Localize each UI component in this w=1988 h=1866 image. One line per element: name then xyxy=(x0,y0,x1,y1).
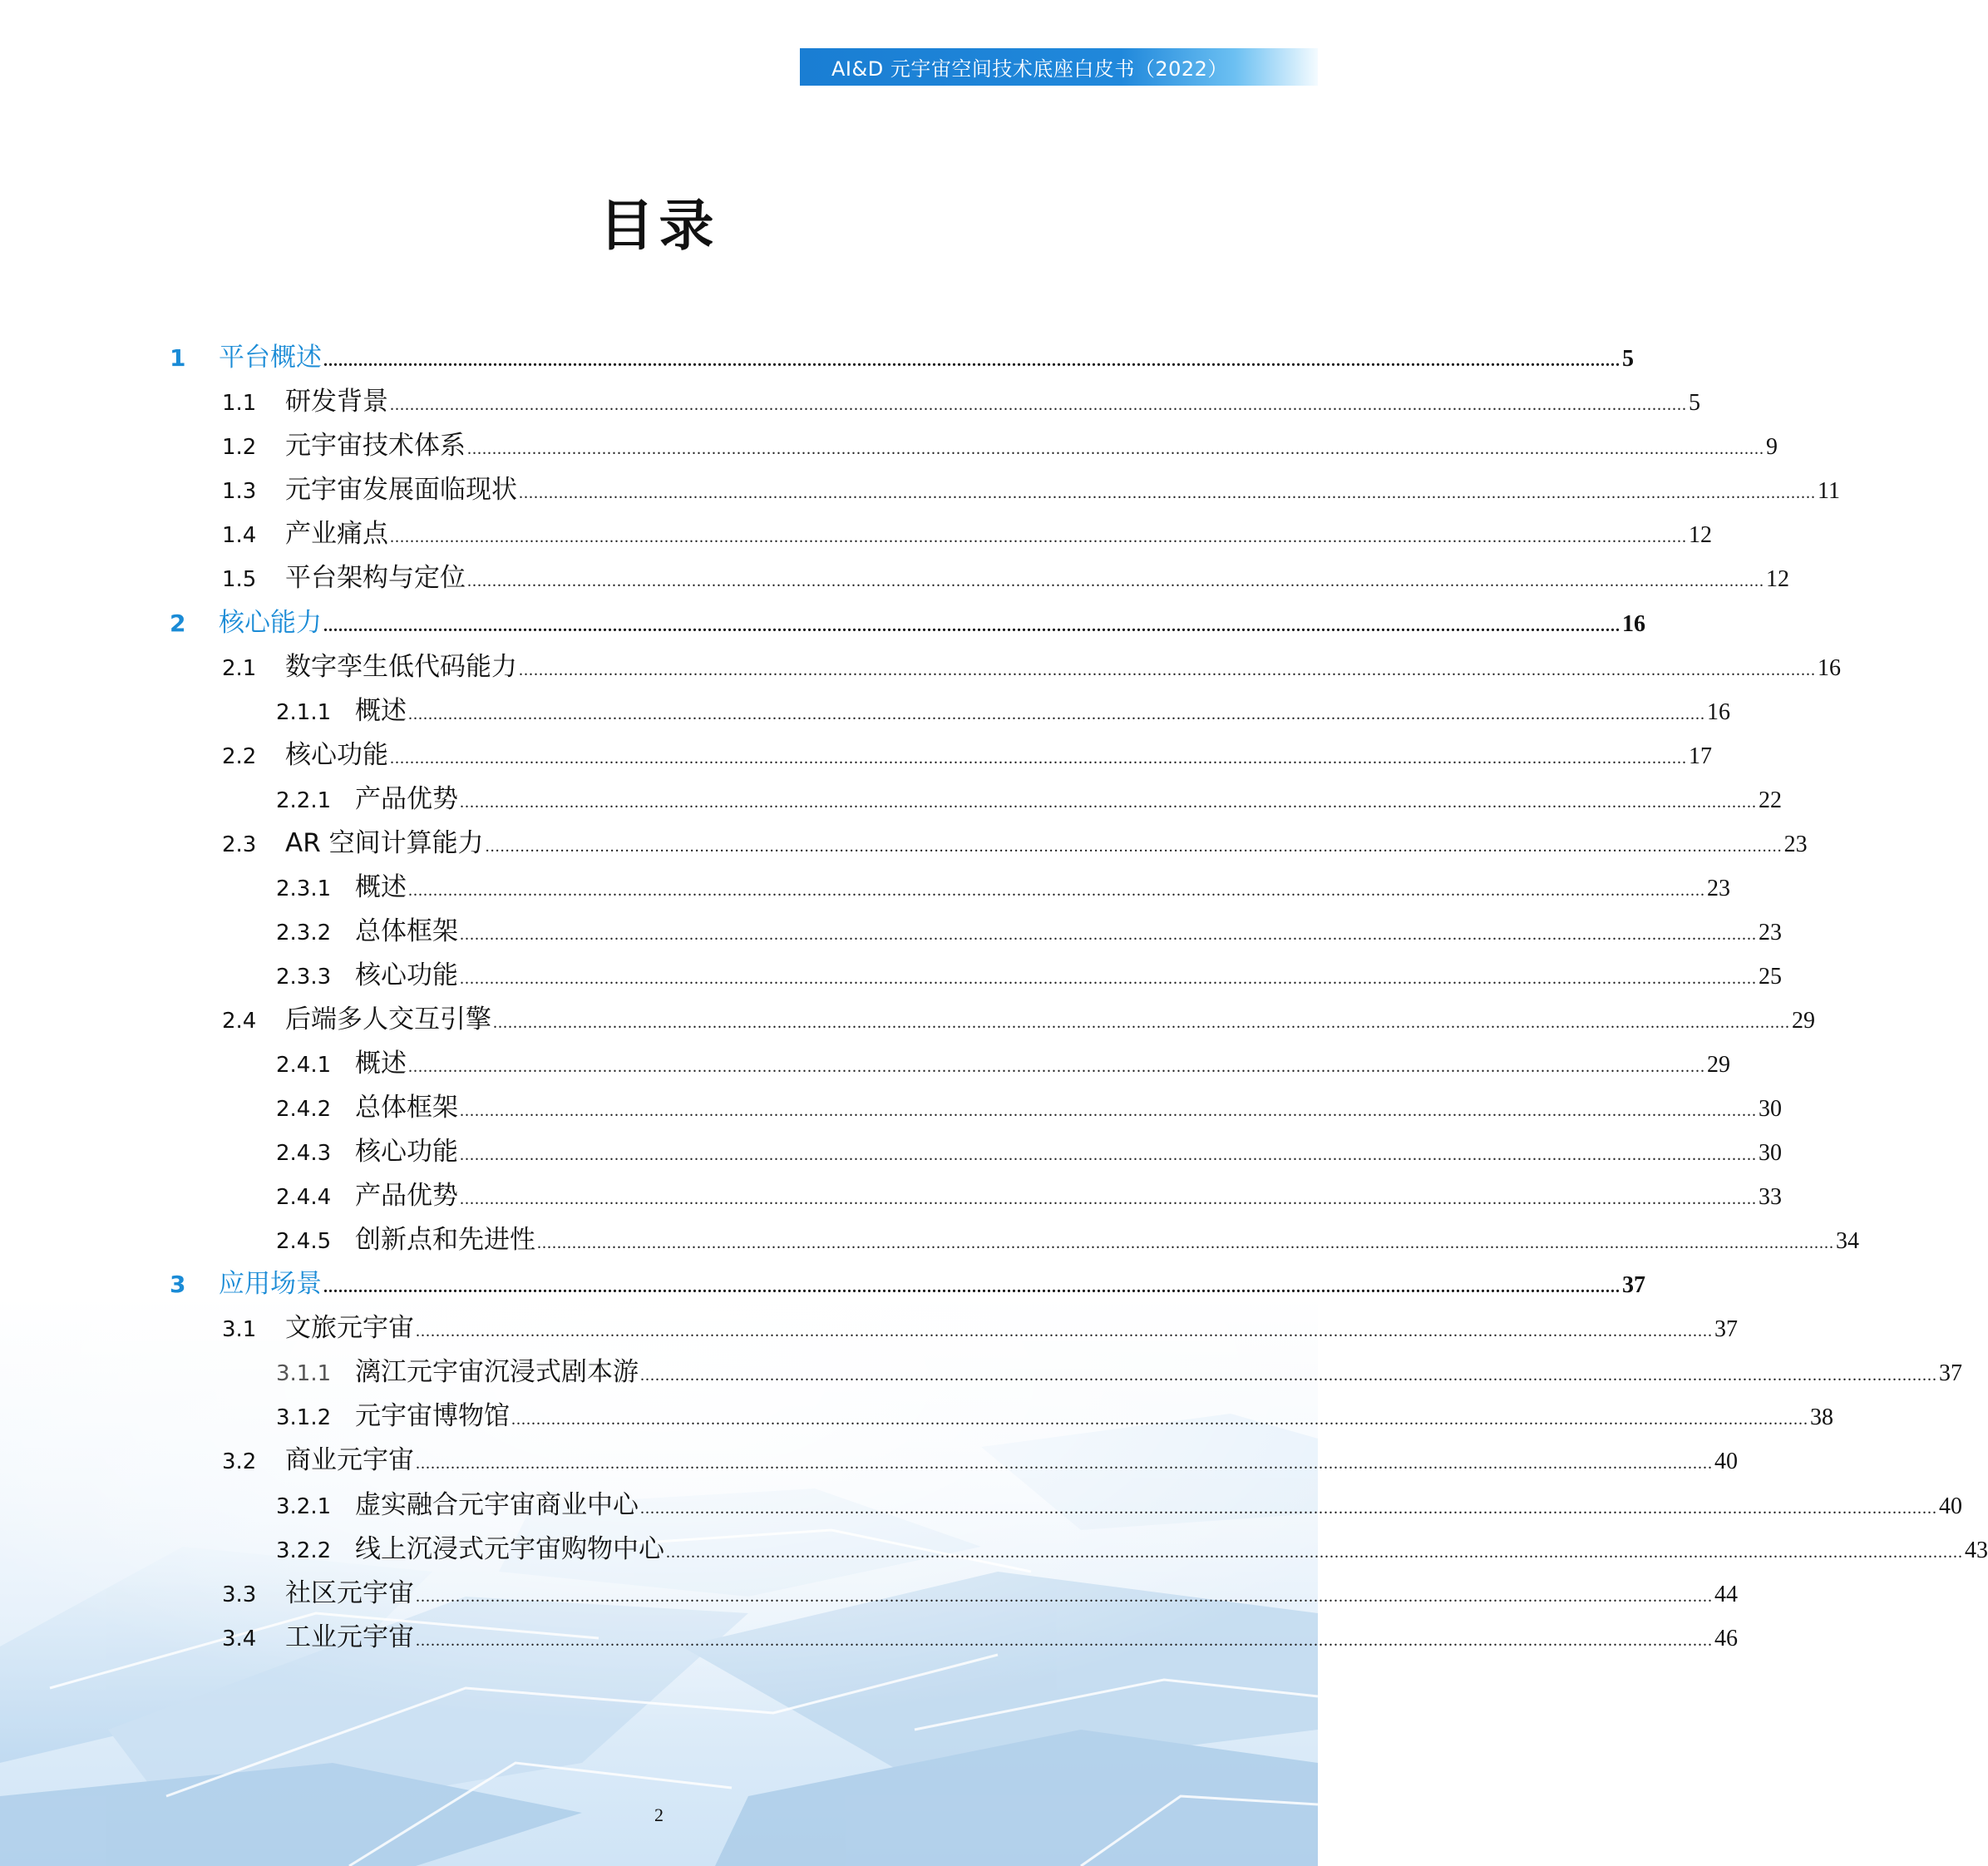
toc-number: 3.4 xyxy=(222,1627,257,1651)
toc-number: 3.2 xyxy=(222,1449,257,1474)
toc-entry-1-3[interactable] xyxy=(166,468,1840,505)
toc-number: 2.4.5 xyxy=(276,1229,332,1254)
toc-title: 核心功能 xyxy=(355,960,458,990)
toc-title: 产业痛点 xyxy=(285,519,388,549)
toc-page-number: 33 xyxy=(1759,1184,1782,1210)
toc-page-number: 25 xyxy=(1759,964,1782,990)
toc-number: 2.4.2 xyxy=(276,1097,332,1122)
toc-dot-leader: .................................................................................................................................................................................................................................................................... xyxy=(416,1454,1713,1473)
toc-dot-leader: .................................................................................................................................................................................................................................................................... xyxy=(460,926,1757,944)
toc-page-number: 30 xyxy=(1759,1096,1782,1122)
toc-number: 2.3.3 xyxy=(276,965,332,990)
toc-dot-leader: .................................................................................................................................................................................................................................................................... xyxy=(485,837,1783,856)
header-banner xyxy=(800,48,1318,86)
toc-entry-2-2[interactable] xyxy=(166,733,1712,770)
toc-entry-1-5[interactable] xyxy=(166,556,1789,593)
toc-page-number: 23 xyxy=(1707,876,1730,901)
toc-dot-leader: .................................................................................................................................................................................................................................................................... xyxy=(323,1278,1620,1296)
toc-entry-1[interactable] xyxy=(166,336,1634,373)
toc-entry-1-2[interactable] xyxy=(166,424,1778,461)
header-title: AI&D 元宇宙空间技术底座白皮书（2022） xyxy=(831,57,1228,81)
toc-title: 工业元宇宙 xyxy=(285,1622,414,1652)
toc-number: 1 xyxy=(170,344,186,372)
toc-page-number: 5 xyxy=(1622,346,1634,372)
toc-number: 2.4.3 xyxy=(276,1141,332,1166)
toc-page-number: 23 xyxy=(1759,920,1782,945)
toc-entry-2-3-3[interactable] xyxy=(166,954,1782,990)
toc-title: 社区元宇宙 xyxy=(285,1578,414,1608)
toc-dot-leader: .................................................................................................................................................................................................................................................................... xyxy=(460,1190,1757,1208)
toc-number: 3 xyxy=(170,1271,186,1298)
toc-number: 2.3.1 xyxy=(276,876,332,901)
toc-dot-leader: .................................................................................................................................................................................................................................................................... xyxy=(537,1234,1834,1252)
toc-page-number: 23 xyxy=(1783,832,1808,857)
toc-page-number: 30 xyxy=(1759,1140,1782,1166)
toc-dot-leader: .................................................................................................................................................................................................................................................................... xyxy=(519,484,1816,502)
toc-entry-3-1-2[interactable] xyxy=(166,1395,1833,1431)
toc-title: 线上沉浸式元宇宙购物中心 xyxy=(355,1534,664,1564)
toc-entry-2-1[interactable] xyxy=(166,645,1841,682)
toc-dot-leader: .................................................................................................................................................................................................................................................................... xyxy=(408,705,1705,723)
page-title: 目录 xyxy=(599,194,719,258)
toc-dot-leader: .................................................................................................................................................................................................................................................................... xyxy=(416,1322,1713,1340)
toc-page-number: 37 xyxy=(1622,1272,1645,1298)
toc-dot-leader: .................................................................................................................................................................................................................................................................... xyxy=(390,396,1687,414)
toc-title: 平台架构与定位 xyxy=(285,563,466,593)
toc-number: 2.1.1 xyxy=(276,700,332,725)
toc-page-number: 29 xyxy=(1707,1052,1730,1078)
toc-title: 核心能力 xyxy=(219,608,322,638)
toc-number: 2.3.2 xyxy=(276,921,332,945)
toc-entry-2-4-3[interactable] xyxy=(166,1130,1782,1167)
toc-dot-leader: .................................................................................................................................................................................................................................................................... xyxy=(460,970,1757,988)
toc-dot-leader: .................................................................................................................................................................................................................................................................... xyxy=(323,352,1620,370)
toc-entry-3-3[interactable] xyxy=(166,1572,1738,1608)
toc-dot-leader: .................................................................................................................................................................................................................................................................... xyxy=(467,572,1764,590)
toc-page-number: 40 xyxy=(1714,1449,1738,1474)
toc-page-number: 16 xyxy=(1707,699,1730,725)
toc-number: 3.3 xyxy=(222,1582,257,1607)
toc-page-number: 22 xyxy=(1759,787,1782,813)
toc-number: 1.1 xyxy=(222,391,257,416)
toc-title: 应用场景 xyxy=(219,1269,322,1299)
toc-page-number: 11 xyxy=(1818,478,1840,504)
toc-page-number: 46 xyxy=(1714,1626,1738,1651)
toc-dot-leader: .................................................................................................................................................................................................................................................................... xyxy=(666,1543,1963,1562)
toc-entry-2-3[interactable] xyxy=(166,822,1808,858)
toc-title: 后端多人交互引擎 xyxy=(285,1005,491,1034)
toc-title: 元宇宙博物馆 xyxy=(355,1401,510,1431)
toc-title: 元宇宙发展面临现状 xyxy=(285,475,517,505)
toc-number: 1.3 xyxy=(222,479,257,504)
toc-title: 产品优势 xyxy=(355,1181,458,1211)
toc-entry-2-3-1[interactable] xyxy=(166,866,1730,902)
toc-entry-3-2-1[interactable] xyxy=(166,1483,1962,1520)
toc-entry-1-4[interactable] xyxy=(166,512,1712,549)
toc-entry-2-4[interactable] xyxy=(166,998,1815,1034)
toc-title: 概述 xyxy=(355,1049,407,1079)
toc-entry-3-2-2[interactable] xyxy=(166,1528,1988,1564)
toc-dot-leader: .................................................................................................................................................................................................................................................................... xyxy=(640,1499,1937,1518)
toc-dot-leader: .................................................................................................................................................................................................................................................................... xyxy=(416,1587,1713,1606)
toc-dot-leader: .................................................................................................................................................................................................................................................................... xyxy=(416,1632,1713,1650)
toc-page-number: 17 xyxy=(1689,743,1712,769)
toc-entry-2-4-2[interactable] xyxy=(166,1086,1782,1123)
toc-entry-2[interactable] xyxy=(166,601,1645,638)
toc-entry-2-4-1[interactable] xyxy=(166,1042,1730,1079)
toc-page-number: 40 xyxy=(1939,1493,1962,1519)
toc-number: 3.2.1 xyxy=(276,1494,332,1519)
toc-title: 平台概述 xyxy=(219,343,322,373)
toc-number: 1.2 xyxy=(222,435,257,460)
toc-page-number: 34 xyxy=(1836,1228,1859,1254)
toc-page-number: 37 xyxy=(1939,1360,1962,1386)
toc-dot-leader: .................................................................................................................................................................................................................................................................... xyxy=(511,1410,1808,1429)
toc-entry-2-1-1[interactable] xyxy=(166,689,1730,726)
toc-page-number: 12 xyxy=(1766,566,1789,592)
toc-title: 创新点和先进性 xyxy=(355,1225,535,1255)
page-number: 2 xyxy=(654,1804,663,1825)
toc-number: 3.1.2 xyxy=(276,1405,332,1430)
toc-title: 产品优势 xyxy=(355,784,458,814)
toc-entry-1-1[interactable] xyxy=(166,380,1700,417)
toc-number: 2.1 xyxy=(222,656,257,681)
toc-title: 商业元宇宙 xyxy=(285,1445,414,1475)
toc-title: 概述 xyxy=(355,872,407,902)
toc-number: 2.2.1 xyxy=(276,788,332,813)
toc-page-number: 43 xyxy=(1965,1538,1988,1563)
toc-page-number: 12 xyxy=(1689,522,1712,548)
toc-entry-3-1-1[interactable] xyxy=(166,1350,1962,1387)
toc-number: 2.3 xyxy=(222,832,257,857)
toc-page-number: 16 xyxy=(1622,611,1645,637)
toc-page-number: 5 xyxy=(1689,390,1700,416)
toc-title: 核心功能 xyxy=(355,1137,458,1167)
toc-title: 总体框架 xyxy=(355,916,458,946)
toc-entry-2-4-4[interactable] xyxy=(166,1174,1782,1211)
toc-entry-2-4-5[interactable] xyxy=(166,1218,1859,1255)
toc-title: 漓江元宇宙沉浸式剧本游 xyxy=(355,1357,639,1387)
toc-number: 2.4 xyxy=(222,1009,257,1034)
toc-title: 虚实融合元宇宙商业中心 xyxy=(355,1490,639,1520)
toc-title: 核心功能 xyxy=(285,740,388,770)
toc-entry-3-1[interactable] xyxy=(166,1306,1738,1343)
toc-number: 2 xyxy=(170,610,186,637)
toc-dot-leader: .................................................................................................................................................................................................................................................................... xyxy=(467,440,1764,458)
toc-number: 3.2.2 xyxy=(276,1538,332,1563)
toc-entry-3[interactable] xyxy=(166,1262,1645,1299)
toc-dot-leader: .................................................................................................................................................................................................................................................................... xyxy=(408,1058,1705,1076)
toc-dot-leader: .................................................................................................................................................................................................................................................................... xyxy=(519,661,1816,679)
toc-entry-2-3-2[interactable] xyxy=(166,910,1782,946)
toc-number: 2.4.4 xyxy=(276,1185,332,1210)
toc-number: 1.4 xyxy=(222,523,257,548)
toc-dot-leader: .................................................................................................................................................................................................................................................................... xyxy=(460,1146,1757,1164)
toc-dot-leader: .................................................................................................................................................................................................................................................................... xyxy=(460,1102,1757,1120)
toc-title: 元宇宙技术体系 xyxy=(285,431,466,461)
toc-title: 研发背景 xyxy=(285,387,388,417)
toc-number: 2.4.1 xyxy=(276,1053,332,1078)
toc-page-number: 16 xyxy=(1818,655,1841,681)
toc-dot-leader: .................................................................................................................................................................................................................................................................... xyxy=(460,793,1757,812)
toc-dot-leader: .................................................................................................................................................................................................................................................................... xyxy=(493,1014,1790,1032)
toc-dot-leader: .................................................................................................................................................................................................................................................................... xyxy=(390,528,1687,546)
toc-title: 概述 xyxy=(355,696,407,726)
toc-number: 2.2 xyxy=(222,744,257,769)
toc-entry-3-4[interactable] xyxy=(166,1616,1738,1652)
toc-title: 数字孪生低代码能力 xyxy=(285,652,517,682)
toc-title: 文旅元宇宙 xyxy=(285,1313,414,1343)
toc-page-number: 37 xyxy=(1714,1316,1738,1342)
toc-number: 3.1 xyxy=(222,1317,257,1342)
toc-dot-leader: .................................................................................................................................................................................................................................................................... xyxy=(323,617,1620,635)
toc-number: 3.1.1 xyxy=(276,1361,332,1386)
toc-dot-leader: .................................................................................................................................................................................................................................................................... xyxy=(640,1366,1937,1385)
toc-page-number: 29 xyxy=(1792,1008,1815,1034)
toc-page-number: 38 xyxy=(1810,1404,1833,1430)
toc-dot-leader: .................................................................................................................................................................................................................................................................... xyxy=(408,881,1705,900)
toc-entry-2-2-1[interactable] xyxy=(166,778,1782,814)
toc-page-number: 44 xyxy=(1714,1582,1738,1607)
toc-entry-3-2[interactable] xyxy=(166,1439,1738,1475)
toc-title: 总体框架 xyxy=(355,1093,458,1123)
toc-page-number: 9 xyxy=(1766,434,1778,460)
toc-title: AR 空间计算能力 xyxy=(285,828,484,858)
toc-dot-leader: .................................................................................................................................................................................................................................................................... xyxy=(390,749,1687,768)
toc-number: 1.5 xyxy=(222,567,257,592)
